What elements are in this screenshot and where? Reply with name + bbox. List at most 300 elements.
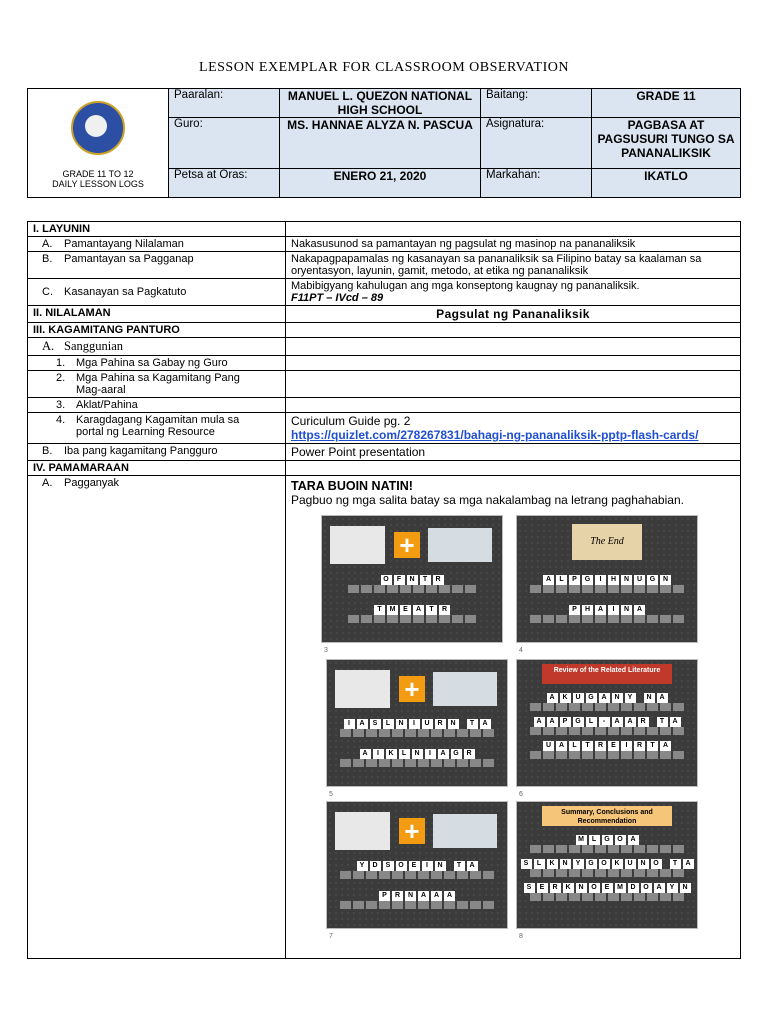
letter-tile: N — [621, 605, 632, 615]
activity-title: TARA BUOIN NATIN! — [291, 479, 413, 493]
letter-tile: L — [534, 859, 545, 869]
clipart-icon — [433, 672, 497, 706]
answer-blanks — [517, 584, 697, 596]
blank-box — [673, 703, 684, 711]
letter-tile: I — [621, 741, 632, 751]
date-label: Petsa at Oras: — [169, 169, 280, 198]
pamamaraan-heading: IV. PAMAMARAAN — [28, 461, 286, 476]
answer-blanks — [322, 584, 502, 596]
blank-box — [392, 759, 403, 767]
blank-box — [418, 901, 429, 909]
blank-box — [621, 703, 632, 711]
blank-box — [556, 615, 567, 623]
grade-value: GRADE 11 — [592, 89, 741, 118]
blank-box — [647, 615, 658, 623]
letter-tile: T — [454, 861, 465, 871]
letter-tile: O — [651, 859, 662, 869]
blank-box — [595, 869, 606, 877]
layunin-b-label: B. Pamantayan sa Pagganap — [28, 252, 286, 279]
slide-banner: Review of the Related Literature — [542, 664, 672, 684]
letter-tile: T — [657, 717, 668, 727]
answer-blanks — [327, 728, 507, 740]
letter-tile: M — [387, 605, 398, 615]
plus-icon: + — [399, 818, 425, 844]
blank-box — [405, 729, 416, 737]
clipart-icon — [330, 526, 385, 564]
blank-box — [582, 727, 593, 735]
blank-box — [647, 845, 658, 853]
nilalaman-value: Pagsulat ng Pananaliksik — [286, 306, 741, 323]
plus-icon: + — [394, 532, 420, 558]
letter-tile: R — [638, 717, 649, 727]
letter-tile: A — [660, 741, 671, 751]
blank-box — [608, 585, 619, 593]
clipart-icon — [335, 812, 390, 850]
blank-box — [621, 615, 632, 623]
letter-tile: U — [625, 859, 636, 869]
blank-box — [543, 727, 554, 735]
letter-tile: I — [409, 719, 420, 729]
teacher-value: MS. HANNAE ALYZA N. PASCUA — [280, 118, 481, 169]
letter-tile: A — [657, 693, 668, 703]
slide-number: 6 — [519, 791, 523, 798]
layunin-c-label: C. Kasanayan sa Pagkatuto — [28, 279, 286, 306]
slide-grid — [291, 507, 735, 939]
blank-box — [673, 869, 684, 877]
layunin-a-label: A. Pamantayang Nilalaman — [28, 237, 286, 252]
blank-box — [348, 585, 359, 593]
quizlet-link[interactable]: https://quizlet.com/278267831/bahagi-ng-pananaliksik-pptp-flash-cards/ — [291, 428, 699, 442]
letter-tile: T — [374, 605, 385, 615]
blank-box — [582, 585, 593, 593]
letter-tile: R — [595, 741, 606, 751]
letter-tile: T — [582, 741, 593, 751]
item4-label: 4. Karagdagang Kagamitan mula sa portal ng Learning Resource — [28, 413, 286, 444]
letter-tile: K — [386, 749, 397, 759]
slide-thumbnail — [321, 515, 503, 654]
letter-tile: E — [400, 605, 411, 615]
letter-tile: A — [418, 891, 429, 901]
blank-box — [470, 901, 481, 909]
blank-box — [569, 585, 580, 593]
letter-tile: G — [582, 575, 593, 585]
blank-box — [348, 615, 359, 623]
blank-box — [660, 869, 671, 877]
item3-label: 3. Aklat/Pahina — [28, 398, 286, 413]
item4-value: Curiculum Guide pg. 2 https://quizlet.com/278267831/bahagi-ng-pananaliksik-pptp-flash-cards/ — [286, 413, 741, 444]
blank-box — [569, 845, 580, 853]
blank-box — [418, 871, 429, 879]
letter-tile: O — [615, 835, 626, 845]
letter-tile: O — [589, 883, 600, 893]
letter-tile: T — [467, 719, 478, 729]
blank-box — [387, 615, 398, 623]
kagamitan-heading: III. KAGAMITANG PANTURO — [28, 323, 286, 338]
blank-box — [444, 901, 455, 909]
letter-tile: G — [647, 575, 658, 585]
slide-number: 4 — [519, 647, 523, 654]
blank-box — [621, 585, 632, 593]
blank-box — [366, 901, 377, 909]
letter-tile: H — [582, 605, 593, 615]
date-value: ENERO 21, 2020 — [280, 169, 481, 198]
answer-blanks — [327, 870, 507, 882]
letter-tile: N — [660, 575, 671, 585]
answer-blanks — [322, 614, 502, 626]
blank-box — [543, 615, 554, 623]
grade-label: Baitang: — [481, 89, 592, 118]
blank-box — [413, 585, 424, 593]
item2-label: 2. Mga Pahina sa Kagamitang Pang Mag-aaral — [28, 371, 286, 398]
pagganyak-content — [286, 476, 741, 959]
letter-tile: O — [599, 859, 610, 869]
blank-box — [530, 751, 541, 759]
blank-box — [361, 585, 372, 593]
blank-box — [608, 727, 619, 735]
blank-box — [595, 703, 606, 711]
answer-blanks — [517, 726, 697, 738]
blank-box — [673, 751, 684, 759]
blank-box — [556, 893, 567, 901]
blank-box — [439, 585, 450, 593]
letter-tile: U — [634, 575, 645, 585]
letter-tile: O — [641, 883, 652, 893]
letter-tile: A — [595, 605, 606, 615]
blank-box — [353, 871, 364, 879]
letter-tile: K — [563, 883, 574, 893]
letter-tile: A — [628, 835, 639, 845]
letter-tile: A — [625, 717, 636, 727]
blank-box — [621, 751, 632, 759]
item1-label: 1. Mga Pahina sa Gabay ng Guro — [28, 356, 286, 371]
blank-box — [569, 703, 580, 711]
blank-box — [387, 585, 398, 593]
sanggunian-label: A. Sanggunian — [28, 338, 286, 356]
letter-tile: O — [381, 575, 392, 585]
letter-tile: N — [405, 891, 416, 901]
blank-box — [634, 727, 645, 735]
blank-box — [405, 871, 416, 879]
letter-tile: S — [383, 861, 394, 871]
blank-box — [582, 751, 593, 759]
blank-box — [483, 871, 494, 879]
blank-box — [660, 585, 671, 593]
blank-box — [634, 615, 645, 623]
blank-box — [400, 615, 411, 623]
letter-tile: K — [612, 859, 623, 869]
letter-tile: A — [543, 575, 554, 585]
letter-tile: G — [586, 859, 597, 869]
letter-tile: R — [634, 741, 645, 751]
blank-box — [621, 893, 632, 901]
letter-tile: O — [396, 861, 407, 871]
blank-box — [569, 615, 580, 623]
letter-tile: A — [683, 859, 694, 869]
blank-box — [556, 869, 567, 877]
blank-box — [634, 845, 645, 853]
blank-box — [452, 585, 463, 593]
letter-tile: P — [569, 575, 580, 585]
blank-box — [465, 615, 476, 623]
blank-box — [543, 893, 554, 901]
answer-blanks — [517, 868, 697, 880]
competency-code: F11PT – IVcd – 89 — [291, 292, 384, 304]
clipart-icon — [335, 670, 390, 708]
letter-tile: T — [426, 605, 437, 615]
letter-tile: S — [521, 859, 532, 869]
letter-tile: N — [412, 749, 423, 759]
blank-box — [543, 845, 554, 853]
blank-box — [608, 703, 619, 711]
blank-box — [366, 871, 377, 879]
blank-box — [543, 869, 554, 877]
blank-box — [340, 729, 351, 737]
letter-tile: Y — [625, 693, 636, 703]
letter-tile: - — [599, 717, 610, 727]
blank-box — [413, 615, 424, 623]
letter-tile: N — [576, 883, 587, 893]
layunin-a-value: Nakasusunod sa pamantayan ng pagsulat ng masinop na pananaliksik — [286, 237, 741, 252]
letter-tile: M — [615, 883, 626, 893]
blank-box — [660, 893, 671, 901]
letter-tile: I — [422, 861, 433, 871]
blank-box — [379, 759, 390, 767]
letter-tile: G — [451, 749, 462, 759]
lesson-table — [27, 221, 741, 959]
letter-tile: K — [560, 693, 571, 703]
blank-box — [340, 871, 351, 879]
letter-tile: A — [599, 693, 610, 703]
letter-tile: L — [569, 741, 580, 751]
answer-blanks — [517, 750, 697, 762]
blank-box — [634, 585, 645, 593]
blank-box — [595, 585, 606, 593]
letter-tile: L — [586, 717, 597, 727]
letter-tile: S — [370, 719, 381, 729]
blank-box — [595, 751, 606, 759]
blank-box — [660, 615, 671, 623]
blank-box — [569, 751, 580, 759]
document-title: LESSON EXEMPLAR FOR CLASSROOM OBSERVATION — [199, 60, 569, 75]
letter-tile: E — [608, 741, 619, 751]
letter-tile: U — [573, 693, 584, 703]
blank-box — [366, 729, 377, 737]
kagamitan-b-label: B. Iba pang kagamitang Pangguro — [28, 444, 286, 461]
blank-box — [465, 585, 476, 593]
letter-tile: A — [467, 861, 478, 871]
letter-tile: F — [394, 575, 405, 585]
blank-box — [530, 869, 541, 877]
blank-box — [457, 871, 468, 879]
blank-box — [361, 615, 372, 623]
letter-tile: A — [556, 741, 567, 751]
blank-box — [608, 751, 619, 759]
answer-blanks — [517, 844, 697, 856]
plus-icon: + — [399, 676, 425, 702]
the-end-image: The End — [572, 524, 642, 560]
blank-box — [457, 729, 468, 737]
blank-box — [582, 615, 593, 623]
letter-tile: N — [621, 575, 632, 585]
blank-box — [556, 845, 567, 853]
subject-label: Asignatura: — [481, 118, 592, 169]
letter-tile: N — [638, 859, 649, 869]
blank-box — [608, 615, 619, 623]
blank-box — [673, 893, 684, 901]
blank-box — [431, 901, 442, 909]
blank-box — [426, 585, 437, 593]
letter-tile: H — [608, 575, 619, 585]
blank-box — [543, 751, 554, 759]
blank-box — [379, 901, 390, 909]
layunin-heading: I. LAYUNIN — [28, 222, 286, 237]
blank-box — [431, 759, 442, 767]
letter-tile: K — [547, 859, 558, 869]
blank-box — [660, 845, 671, 853]
logo-line1: GRADE 11 TO 12 — [62, 169, 134, 179]
blank-box — [530, 703, 541, 711]
letter-tile: A — [480, 719, 491, 729]
school-value: MANUEL L. QUEZON NATIONAL HIGH SCHOOL — [280, 89, 481, 118]
blank-box — [431, 871, 442, 879]
blank-box — [556, 751, 567, 759]
blank-box — [647, 703, 658, 711]
slide-banner: Summary, Conclusions and Recommendation — [542, 806, 672, 826]
blank-box — [418, 729, 429, 737]
blank-box — [634, 703, 645, 711]
blank-box — [595, 845, 606, 853]
blank-box — [621, 727, 632, 735]
blank-box — [483, 901, 494, 909]
letter-tile: A — [612, 717, 623, 727]
blank-box — [431, 729, 442, 737]
blank-box — [608, 869, 619, 877]
blank-box — [374, 615, 385, 623]
blank-box — [426, 615, 437, 623]
blank-box — [582, 869, 593, 877]
letter-tile: I — [608, 605, 619, 615]
blank-box — [392, 871, 403, 879]
blank-box — [543, 585, 554, 593]
blank-box — [673, 727, 684, 735]
blank-box — [673, 845, 684, 853]
letter-tile: D — [628, 883, 639, 893]
letter-tile: E — [409, 861, 420, 871]
blank-box — [405, 901, 416, 909]
blank-box — [595, 727, 606, 735]
blank-box — [595, 615, 606, 623]
blank-box — [470, 759, 481, 767]
blank-box — [379, 729, 390, 737]
letter-tile: U — [543, 741, 554, 751]
answer-blanks — [517, 892, 697, 904]
blank-box — [400, 585, 411, 593]
blank-box — [660, 727, 671, 735]
letter-tile: L — [556, 575, 567, 585]
subject-value: PAGBASA AT PAGSUSURI TUNGO SA PANANALIKSIK — [592, 118, 741, 169]
letter-tile: G — [586, 693, 597, 703]
blank-box — [621, 869, 632, 877]
pagganyak-label: A. Pagganyak — [28, 476, 286, 959]
letter-tile: P — [379, 891, 390, 901]
letter-tile: N — [612, 693, 623, 703]
letter-tile: A — [431, 891, 442, 901]
letter-tile: G — [602, 835, 613, 845]
blank-box — [530, 893, 541, 901]
letter-tile: L — [399, 749, 410, 759]
blank-box — [470, 729, 481, 737]
blank-box — [608, 845, 619, 853]
answer-blanks — [327, 900, 507, 912]
blank-box — [530, 845, 541, 853]
letter-tile: N — [644, 693, 655, 703]
blank-box — [457, 759, 468, 767]
letter-tile: A — [634, 605, 645, 615]
letter-tile: T — [420, 575, 431, 585]
letter-tile: N — [435, 861, 446, 871]
deped-seal-icon — [71, 101, 125, 155]
clipart-icon — [428, 528, 492, 562]
blank-box — [405, 759, 416, 767]
letter-tile: T — [670, 859, 681, 869]
letter-tile: S — [524, 883, 535, 893]
slide-thumbnail — [516, 515, 698, 654]
letter-tile: Y — [573, 859, 584, 869]
letter-tile: A — [547, 717, 558, 727]
letter-tile: A — [444, 891, 455, 901]
letter-tile: A — [438, 749, 449, 759]
blank-box — [556, 727, 567, 735]
letter-tile: N — [560, 859, 571, 869]
letter-tile: R — [433, 575, 444, 585]
logo-line2: DAILY LESSON LOGS — [52, 179, 144, 189]
letter-tile: I — [373, 749, 384, 759]
blank-box — [582, 893, 593, 901]
blank-box — [353, 759, 364, 767]
letter-tile: N — [448, 719, 459, 729]
blank-box — [582, 845, 593, 853]
slide-thumbnail — [516, 801, 698, 940]
blank-box — [569, 869, 580, 877]
nilalaman-heading: II. NILALAMAN — [28, 306, 286, 323]
kagamitan-b-value: Power Point presentation — [286, 444, 741, 461]
letter-tile: A — [654, 883, 665, 893]
letter-tile: M — [576, 835, 587, 845]
letter-tile: R — [464, 749, 475, 759]
letter-tile: E — [602, 883, 613, 893]
blank-box — [582, 703, 593, 711]
letter-tile: A — [360, 749, 371, 759]
blank-box — [634, 893, 645, 901]
slide-number: 3 — [324, 647, 328, 654]
blank-box — [379, 871, 390, 879]
quarter-value: IKATLO — [592, 169, 741, 198]
blank-box — [374, 585, 385, 593]
letter-tile: G — [573, 717, 584, 727]
blank-box — [647, 869, 658, 877]
blank-box — [634, 869, 645, 877]
header-table — [27, 88, 741, 198]
blank-box — [543, 703, 554, 711]
letter-tile: N — [407, 575, 418, 585]
blank-box — [673, 585, 684, 593]
blank-box — [647, 727, 658, 735]
letter-tile: A — [670, 717, 681, 727]
blank-box — [483, 759, 494, 767]
letter-tile: T — [647, 741, 658, 751]
slide-number: 8 — [519, 933, 523, 940]
letter-tile: I — [344, 719, 355, 729]
